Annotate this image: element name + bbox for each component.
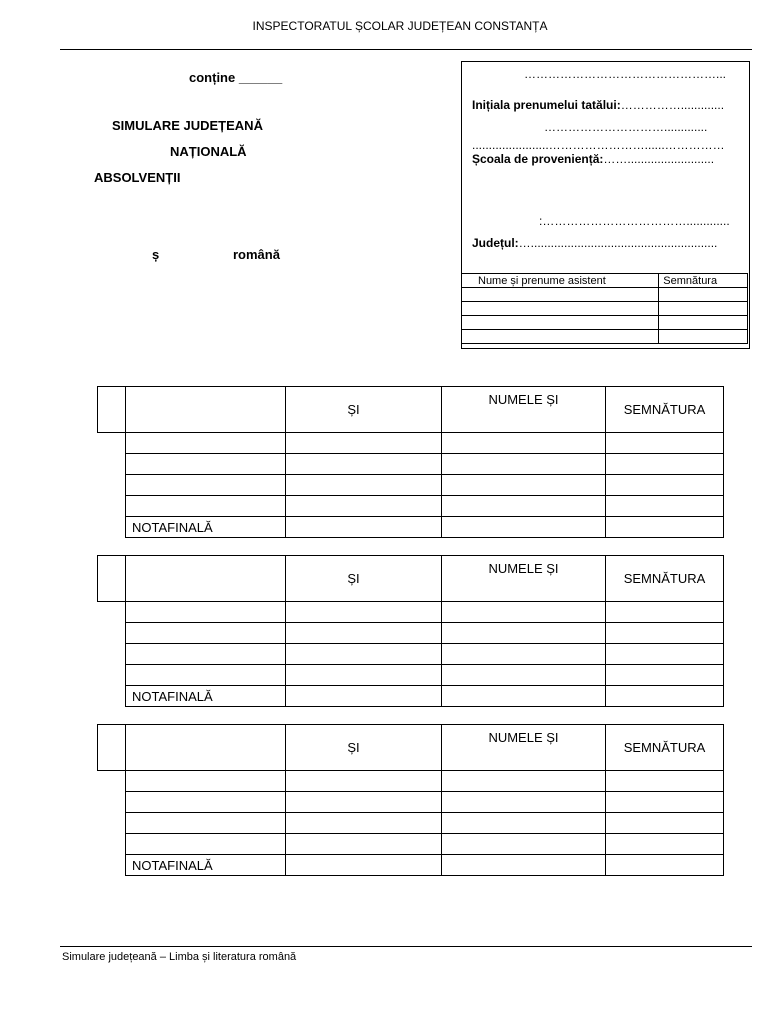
grade-cell[interactable] [286,834,442,855]
grade-cell[interactable] [126,792,286,813]
final-signature-cell[interactable] [606,686,724,707]
scoala-label: Școala de proveniență: [472,152,604,166]
header-cell [126,556,286,602]
asistent-name-cell[interactable] [462,330,659,344]
grade-cell[interactable] [286,792,442,813]
asistent-row [462,316,748,330]
grade-row [98,644,724,665]
final-signature-cell[interactable] [606,517,724,538]
grade-cell[interactable] [286,813,442,834]
final-grade-label: NOTAFINALĂ [126,855,286,876]
header-cell [126,725,286,771]
signature-cell[interactable] [606,665,724,686]
grade-cell[interactable] [442,644,606,665]
asistent-signature-cell[interactable] [659,288,748,302]
asistent-name-header: Nume și prenume asistent [462,274,659,288]
romana-label: română [233,247,280,262]
grade-cell[interactable] [286,475,442,496]
s-letter: ș [152,247,160,262]
asistent-row [462,288,748,302]
grade-cell[interactable] [126,475,286,496]
judet-label: Județul: [472,236,519,250]
grade-row [98,813,724,834]
signature-cell[interactable] [606,496,724,517]
simulare-title: SIMULARE JUDEȚEANĂ [112,118,263,133]
final-grade-cell[interactable] [286,517,442,538]
grade-cell[interactable] [126,496,286,517]
scoala-field[interactable] [472,152,714,166]
header-title: INSPECTORATUL ȘCOLAR JUDEȚEAN CONSTANȚA [252,19,548,33]
grade-cell[interactable] [286,623,442,644]
judet-dots: …........................................................ [518,236,718,250]
grade-cell[interactable] [126,454,286,475]
scoala-dots: …….......................... [603,152,715,166]
grade-row [98,771,724,792]
signature-cell[interactable] [606,602,724,623]
asistent-row [462,302,748,316]
asistent-row [462,330,748,344]
asistent-signature-cell[interactable] [659,302,748,316]
grade-cell[interactable] [442,454,606,475]
grade-header-row [98,387,724,433]
final-grade-row [98,855,724,876]
asistent-name-cell[interactable] [462,302,659,316]
grade-cell[interactable] [126,644,286,665]
absolventii-title: ABSOLVENȚII [94,170,181,185]
grade-cell[interactable] [442,475,606,496]
grade-cell[interactable] [126,433,286,454]
grade-cell[interactable] [442,623,606,644]
signature-cell[interactable] [606,834,724,855]
final-grade-row [98,517,724,538]
grade-row [98,834,724,855]
header-nume-cell [442,387,606,433]
number-cell [98,387,126,433]
grade-cell[interactable] [286,496,442,517]
final-grade-cell[interactable] [286,855,442,876]
grade-cell[interactable] [286,665,442,686]
grade-cell[interactable] [126,834,286,855]
contine-label: conține ______ [189,70,283,85]
signature-cell[interactable] [606,475,724,496]
final-grade-label: NOTAFINALĂ [126,686,286,707]
grade-cell[interactable] [286,454,442,475]
grade-row [98,475,724,496]
final-grade-cell[interactable] [442,686,606,707]
asistent-table [461,273,748,344]
header-nume-cell [442,725,606,771]
header-semnatura-cell: SEMNĂTURA [606,556,724,602]
grade-table [97,724,724,876]
judet-field[interactable] [472,236,717,250]
grade-cell[interactable] [442,813,606,834]
si-label: ȘI [347,740,360,755]
signature-cell[interactable] [606,792,724,813]
header-si-cell [286,725,442,771]
footer-text: Simulare județeană – Limba și literatura română [62,951,297,963]
grade-cell[interactable] [126,813,286,834]
header-semnatura-cell: SEMNĂTURA [606,387,724,433]
grade-row [98,496,724,517]
number-cell [98,725,126,771]
nationala-title: NAȚIONALĂ [170,144,247,159]
grade-row [98,602,724,623]
dots-line-colon: :………………………………............. [539,214,730,228]
grade-row [98,623,724,644]
dots-line-mid: …………………………............. [544,120,708,134]
grade-cell[interactable] [286,771,442,792]
grade-cell[interactable] [126,771,286,792]
footer-divider [60,946,752,947]
grade-cell[interactable] [286,644,442,665]
signature-cell[interactable] [606,433,724,454]
final-signature-cell[interactable] [606,855,724,876]
header-semnatura-cell: SEMNĂTURA [606,725,724,771]
grade-header-row [98,725,724,771]
grade-cell[interactable] [442,792,606,813]
initiala-label: Inițiala prenumelui tatălui: [472,98,621,112]
final-grade-cell[interactable] [286,686,442,707]
number-cell [98,556,126,602]
grade-row [98,454,724,475]
asistent-signature-cell[interactable] [659,330,748,344]
si-label: ȘI [347,571,360,586]
asistent-header-row [462,274,748,288]
grade-cell[interactable] [442,602,606,623]
header-si-cell [286,556,442,602]
grade-table [97,386,724,538]
grade-cell[interactable] [286,602,442,623]
grade-header-row [98,556,724,602]
header-divider [60,49,752,50]
signature-cell[interactable] [606,644,724,665]
grade-row [98,665,724,686]
asistent-name-cell[interactable] [462,316,659,330]
dots-line-full: .......................……………………......…………… [472,138,725,152]
header-nume-cell [442,556,606,602]
nume-si-label: NUMELE ȘI [488,391,559,407]
grade-cell[interactable] [442,834,606,855]
grade-row [98,792,724,813]
signature-cell[interactable] [606,454,724,475]
dots-line-top: …………………………………………... [524,67,727,81]
final-grade-cell[interactable] [442,855,606,876]
grade-cell[interactable] [286,433,442,454]
grade-cell[interactable] [442,433,606,454]
asistent-name-cell[interactable] [462,288,659,302]
nume-si-label: NUMELE ȘI [488,729,559,745]
grade-cell[interactable] [126,665,286,686]
signature-cell[interactable] [606,771,724,792]
grade-cell[interactable] [442,771,606,792]
si-label: ȘI [347,402,360,417]
grade-cell[interactable] [442,665,606,686]
grade-cell[interactable] [126,623,286,644]
header-si-cell [286,387,442,433]
header-cell [126,387,286,433]
final-grade-row [98,686,724,707]
signature-cell[interactable] [606,623,724,644]
grade-table [97,555,724,707]
final-grade-label: NOTAFINALĂ [126,517,286,538]
initiala-field[interactable] [472,98,724,112]
initiala-dots: ……………............. [620,98,725,112]
nume-si-label: NUMELE ȘI [488,560,559,576]
grade-cell[interactable] [126,602,286,623]
identification-box [461,61,750,349]
grade-cell[interactable] [442,496,606,517]
signature-cell[interactable] [606,813,724,834]
grade-row [98,433,724,454]
asistent-signature-header: Semnătura [659,274,748,288]
asistent-signature-cell[interactable] [659,316,748,330]
final-grade-cell[interactable] [442,517,606,538]
